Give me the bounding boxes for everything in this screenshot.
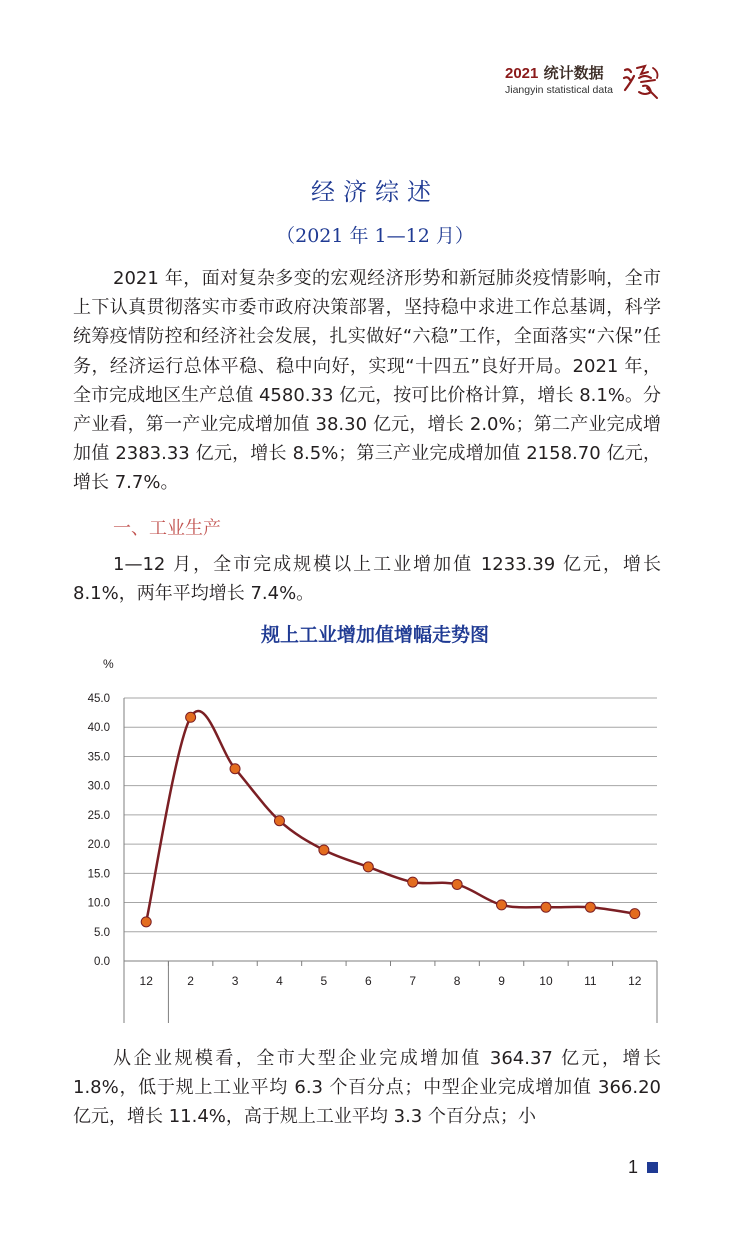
- data-point: [497, 900, 507, 910]
- x-tick-label: 12: [628, 974, 642, 988]
- y-tick-label: 40.0: [87, 722, 110, 735]
- y-tick-label: 0.0: [94, 956, 110, 968]
- page-subtitle-period: （2021 年 1—12 月）: [276, 225, 474, 247]
- section-heading-industrial-production: 一、工业生产: [113, 518, 221, 539]
- y-tick-label: 35.0: [87, 751, 110, 764]
- x-tick-label: 11: [584, 974, 597, 988]
- data-point: [141, 917, 151, 927]
- brand-english: Jiangyin statistical data: [505, 84, 613, 96]
- overview-paragraph: 2021 年，面对复杂多变的宏观经济形势和新冠肺炎疫情影响，全市上下认真贯彻落实市委市政府决策部署，坚持稳中求进工作总基调，科学统筹疫情防控和经济社会发展，扎实做好“六稳”工作，全面落实“六保”任务，经济运行总体平稳、稳中向好，实现“十四五”良好开局。2021 年，全市完成地区生产总值 4580.33 亿元，按可比价格计算，增长 8.1%。分产业看，第一产业完成增加值 38.30 亿元，增长 2.0%；第二产业完成增加值 2383.33 亿元，增长 8.5%；第三产业完成增加值 2158.70 亿元，增长 7.7%。: [73, 268, 661, 494]
- enterprise-scale-paragraph: 从企业规模看，全市大型企业完成增加值 364.37 亿元，增长 1.8%，低于规上工业平均 6.3 个百分点；中型企业完成增加值 366.20 亿元，增长 11.4%，高于规上工业平均 3.3 个百分点；小: [73, 1048, 661, 1128]
- y-axis-unit-label: %: [103, 657, 114, 671]
- data-point: [319, 845, 329, 855]
- y-tick-label: 25.0: [87, 809, 110, 822]
- jiangyin-calligraphy-logo: [621, 62, 663, 102]
- series-line: [146, 711, 635, 922]
- page-title: 经济综述: [311, 178, 439, 206]
- data-point: [630, 909, 640, 919]
- y-tick-label: 5.0: [94, 926, 110, 939]
- page-header: [505, 62, 675, 106]
- data-point: [186, 712, 196, 722]
- x-tick-label: 6: [364, 974, 372, 988]
- data-point: [230, 764, 240, 774]
- x-tick-label: 7: [409, 974, 417, 988]
- chart-container: [0, 640, 750, 1040]
- y-tick-label: 10.0: [87, 897, 110, 910]
- x-tick-label: 9: [498, 974, 505, 988]
- line-chart: [0, 640, 750, 1040]
- data-point: [541, 902, 551, 912]
- x-tick-label: 8: [453, 974, 461, 988]
- y-tick-label: 45.0: [87, 693, 110, 705]
- x-tick-label: 12: [139, 974, 153, 988]
- x-tick-label: 5: [320, 974, 328, 988]
- data-point: [363, 862, 373, 872]
- x-tick-label: 3: [231, 974, 239, 988]
- page-number: 1: [628, 1157, 639, 1177]
- x-tick-label: 10: [539, 974, 553, 988]
- y-tick-label: 15.0: [87, 868, 110, 881]
- chart-title: 规上工业增加值增幅走势图: [260, 624, 489, 646]
- page-marker-square: [647, 1162, 658, 1173]
- brand-year: 2021: [505, 65, 539, 82]
- data-point: [408, 877, 418, 887]
- industrial-paragraph: 1—12 月，全市完成规模以上工业增加值 1233.39 亿元，增长 8.1%，两年平均增长 7.4%。: [73, 554, 661, 605]
- data-point: [274, 816, 284, 826]
- y-tick-label: 30.0: [87, 780, 110, 793]
- brand-cn: 统计数据: [543, 64, 604, 82]
- y-tick-label: 20.0: [87, 839, 110, 852]
- x-tick-label: 4: [276, 974, 283, 988]
- x-tick-label: 2: [187, 974, 194, 988]
- data-point: [585, 902, 595, 912]
- brand-title: [505, 62, 604, 83]
- data-point: [452, 879, 462, 889]
